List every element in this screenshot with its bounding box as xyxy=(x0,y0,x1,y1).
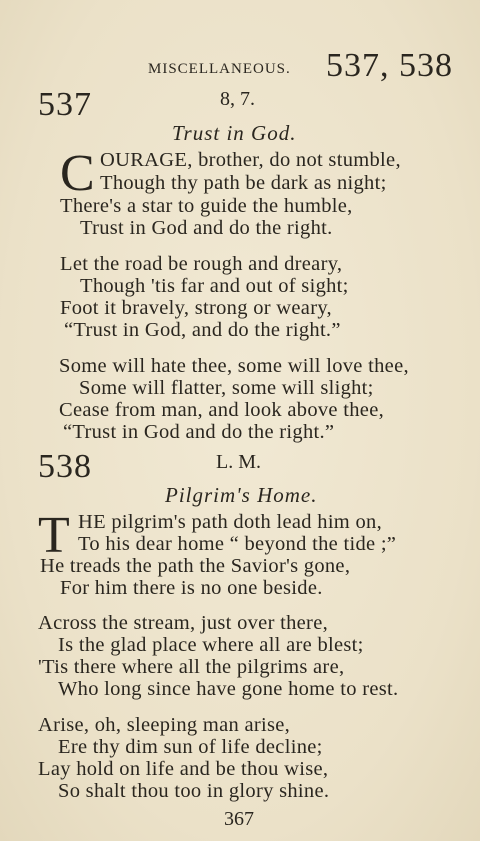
hymn-537-s1-line1: OURAGE, brother, do not stumble, xyxy=(100,149,401,171)
hymn-538-meter: L. M. xyxy=(216,451,261,473)
hymn-537-s3-line4: “Trust in God and do the right.” xyxy=(63,421,335,443)
hymn-537-s1-line2: Though thy path be dark as night; xyxy=(100,172,387,194)
hymn-537-number: 537 xyxy=(38,86,92,123)
hymn-538-title: Pilgrim's Home. xyxy=(165,483,318,507)
hymn-537-meter: 8, 7. xyxy=(220,88,255,110)
hymn-538-s3-line3: Lay hold on life and be thou wise, xyxy=(38,758,329,780)
hymn-538-s1-line3: He treads the path the Savior's gone, xyxy=(40,555,351,577)
hymn-538-s3-line4: So shalt thou too in glory shine. xyxy=(58,780,330,802)
hymn-538-s2-line2: Is the glad place where all are blest; xyxy=(58,634,364,656)
hymn-537-s2-line2: Though 'tis far and out of sight; xyxy=(80,275,349,297)
hymn-538-s2-line1: Across the stream, just over there, xyxy=(38,612,329,634)
hymn-537-title: Trust in God. xyxy=(172,121,297,145)
hymn-537-s2-line4: “Trust in God, and do the right.” xyxy=(64,319,341,341)
hymn-537-s3-line2: Some will flatter, some will slight; xyxy=(79,377,374,399)
hymn-538-number: 538 xyxy=(38,448,92,485)
hymn-538-s2-line3: 'Tis there where all the pilgrims are, xyxy=(38,656,345,678)
hymn-538-s2-line4: Who long since have gone home to rest. xyxy=(58,678,399,700)
hymn-537-s3-line1: Some will hate thee, some will love thee, xyxy=(59,355,409,377)
hymn-538-s1-line4: For him there is no one beside. xyxy=(60,577,323,599)
page-number: 367 xyxy=(224,808,254,830)
hymn-537-s2-line3: Foot it bravely, strong or weary, xyxy=(60,297,332,319)
header-hymn-numbers: 537, 538 xyxy=(326,47,453,84)
hymn-538-s3-line1: Arise, oh, sleeping man arise, xyxy=(38,714,291,736)
running-title: MISCELLANEOUS. xyxy=(148,61,291,77)
hymn-537-s2-line1: Let the road be rough and dreary, xyxy=(60,253,343,275)
hymn-538-s1-line2: To his dear home “ beyond the tide ;” xyxy=(78,533,397,555)
hymn-538-s1-line1: HE pilgrim's path doth lead him on, xyxy=(78,511,383,533)
hymn-538-s3-line2: Ere thy dim sun of life decline; xyxy=(58,736,323,758)
hymn-537-s1-line4: Trust in God and do the right. xyxy=(80,217,333,239)
hymn-537-s1-line3: There's a star to guide the humble, xyxy=(60,195,353,217)
hymn-538-drop-cap: T xyxy=(38,507,70,564)
hymn-537-s3-line3: Cease from man, and look above thee, xyxy=(59,399,385,421)
hymn-537-drop-cap: C xyxy=(60,145,95,202)
